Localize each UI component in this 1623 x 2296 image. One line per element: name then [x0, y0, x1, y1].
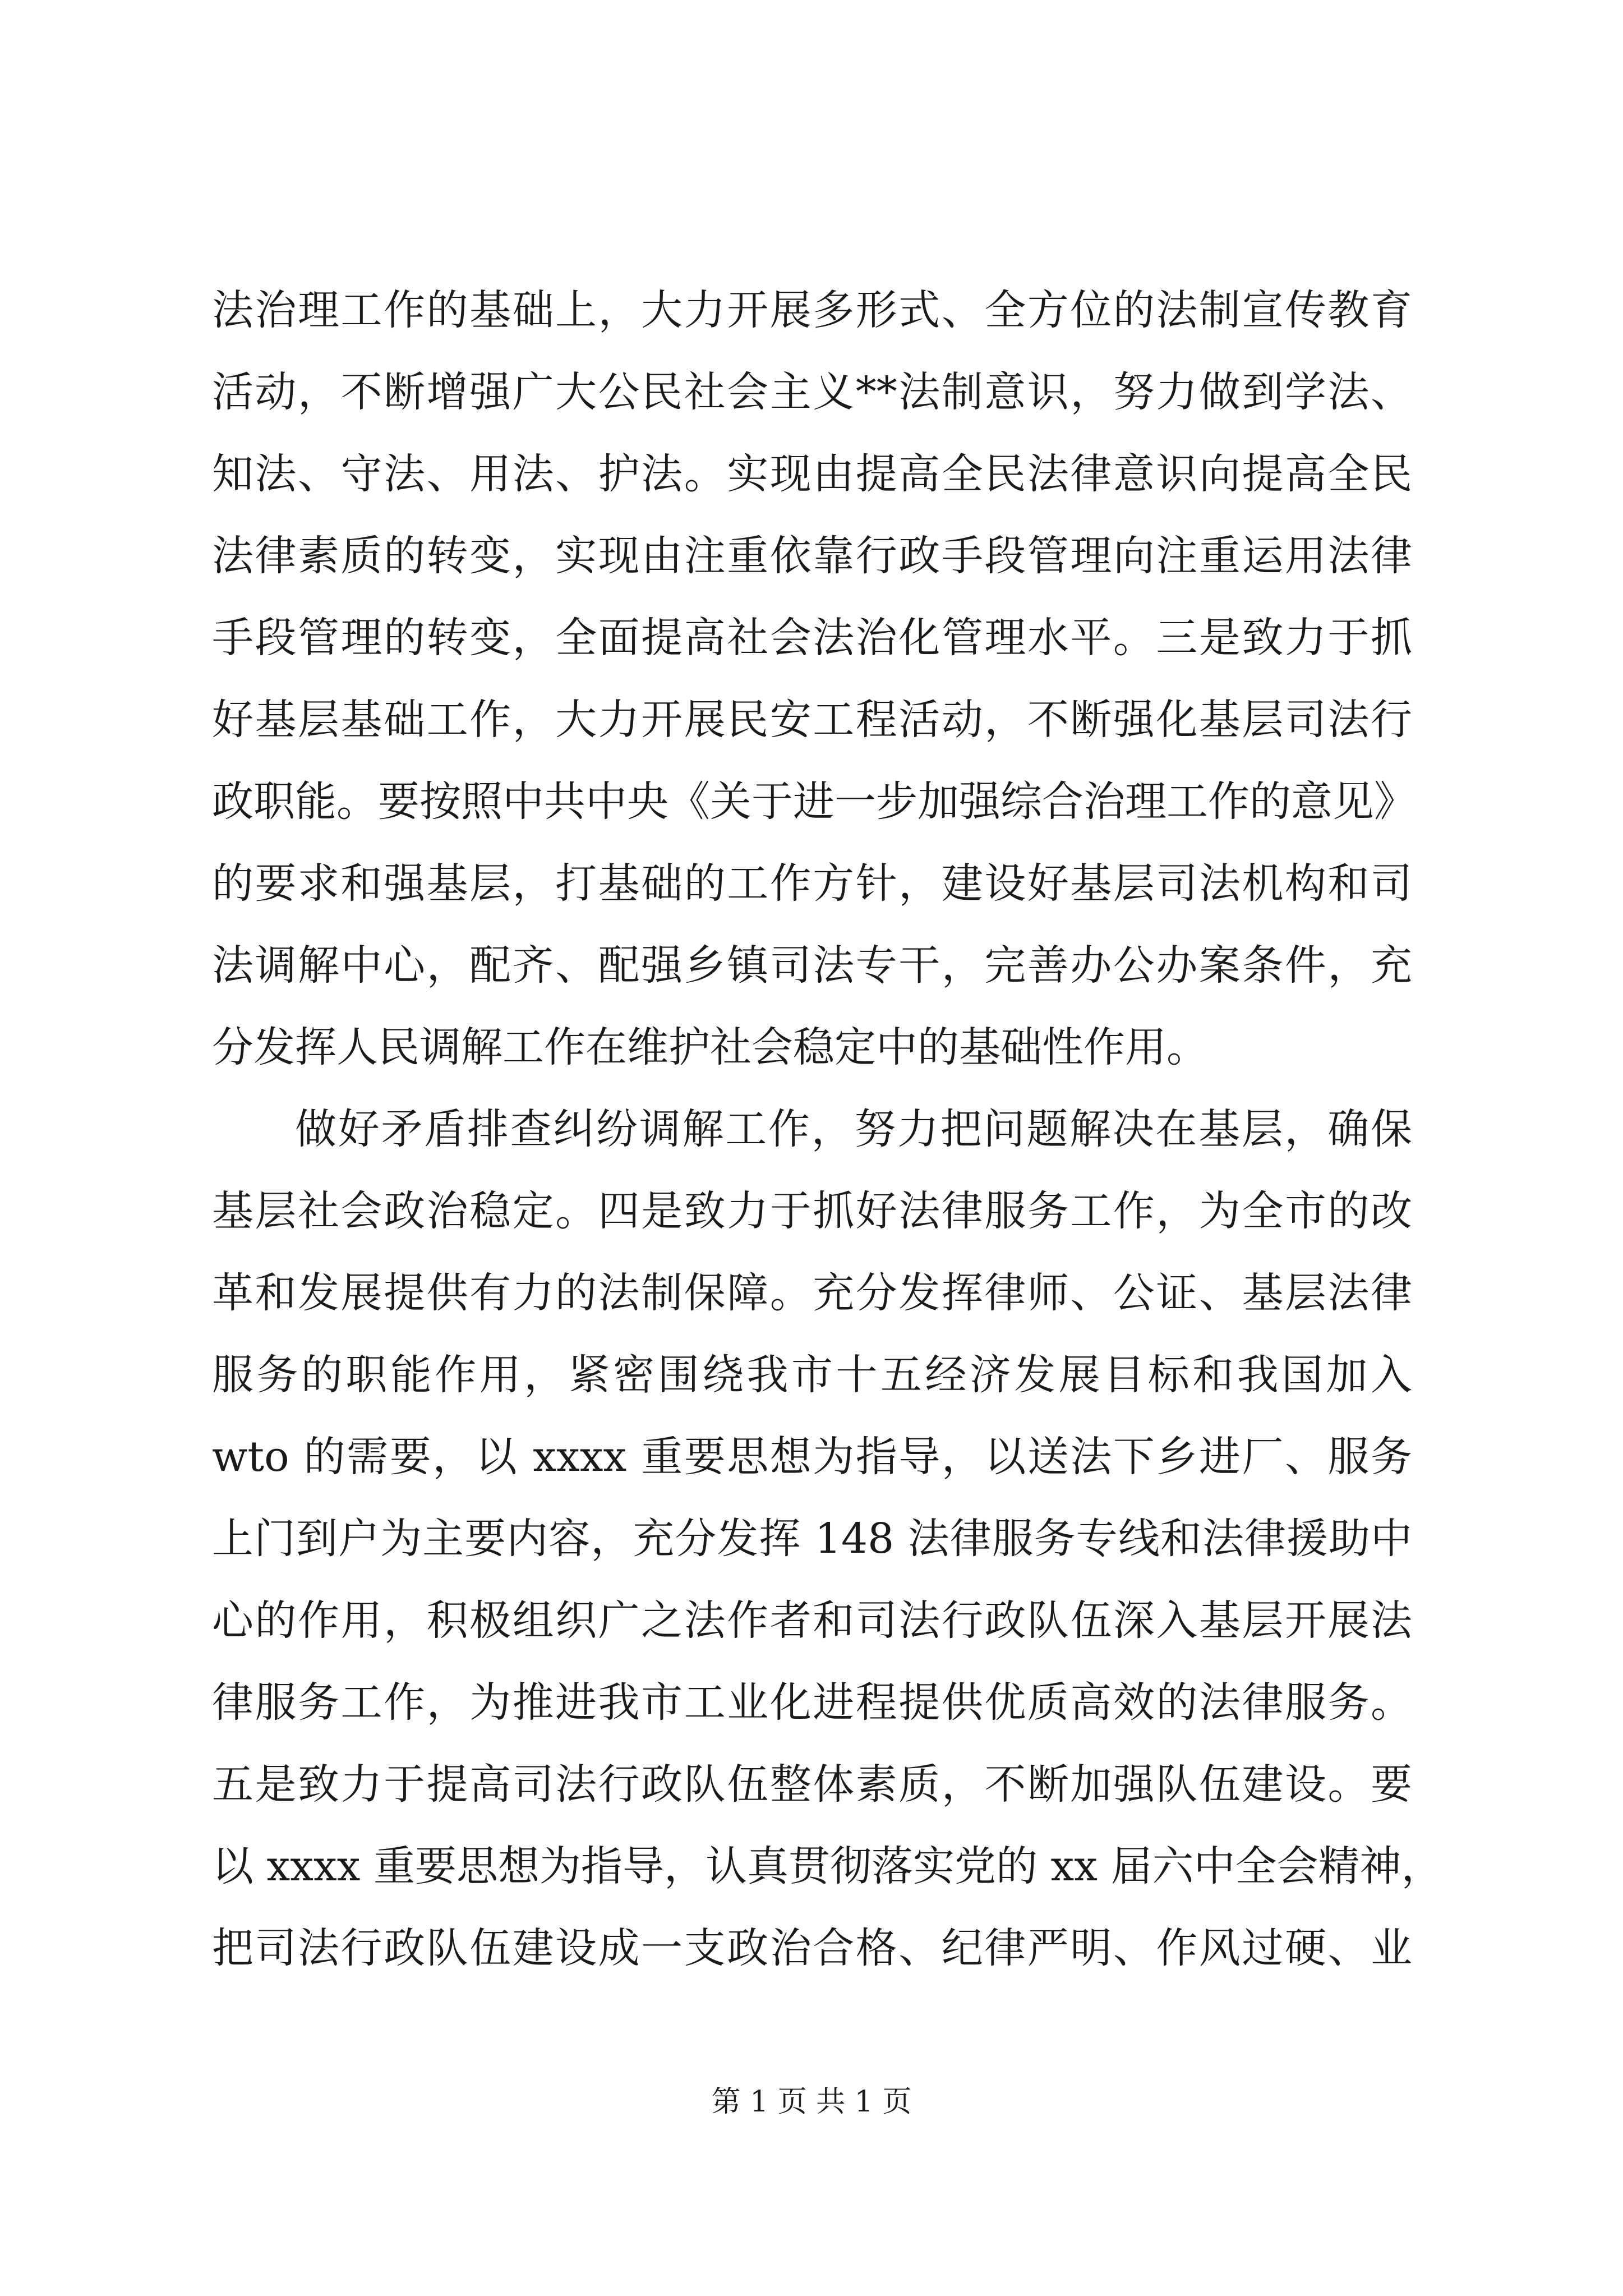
- text-line: 革和发展提供有力的法制保障。充分发挥律师、公证、基层法律: [212, 1269, 1412, 1317]
- text-line: 律服务工作，为推进我市工业化进程提供优质高效的法律服务。: [212, 1678, 1412, 1727]
- text-line: 以 xxxx 重要思想为指导，认真贯彻落实党的 xx 届六中全会精神，: [212, 1842, 1443, 1890]
- text-line: 分发挥人民调解工作在维护社会稳定中的基础性作用。: [212, 1023, 1208, 1071]
- paragraph-first-line: 做好矛盾排查纠纷调解工作，努力把问题解决在基层，确保: [295, 1105, 1412, 1153]
- text-line: 五是致力于提高司法行政队伍整体素质，不断加强队伍建设。要: [212, 1760, 1412, 1809]
- text-line: 服务的职能作用，紧密围绕我市十五经济发展目标和我国加入: [212, 1351, 1412, 1399]
- text-line: 法调解中心，配齐、配强乡镇司法专干，完善办公办案条件，充: [212, 941, 1412, 990]
- text-line: 上门到户为主要内容，充分发挥 148 法律服务专线和法律援助中: [212, 1515, 1412, 1563]
- text-line: 的要求和强基层，打基础的工作方针，建设好基层司法机构和司: [212, 859, 1412, 908]
- text-line: wto 的需要，以 xxxx 重要思想为指导，以送法下乡进厂、服务: [212, 1433, 1412, 1481]
- page-footer: 第 1 页 共 1 页: [711, 2085, 912, 2119]
- text-line: 心的作用，积极组织广之法作者和司法行政队伍深入基层开展法: [212, 1596, 1412, 1645]
- text-line: 活动，不断增强广大公民社会主义**法制意识，努力做到学法、: [212, 368, 1412, 416]
- text-line: 政职能。要按照中共中央《关于进一步加强综合治理工作的意见》: [212, 777, 1415, 826]
- text-line: 法律素质的转变，实现由注重依靠行政手段管理向注重运用法律: [212, 532, 1412, 580]
- text-line: 好基层基础工作，大力开展民安工程活动，不断强化基层司法行: [212, 696, 1412, 744]
- text-line: 基层社会政治稳定。四是致力于抓好法律服务工作，为全市的改: [212, 1187, 1412, 1235]
- text-line: 把司法行政队伍建设成一支政治合格、纪律严明、作风过硬、业: [212, 1924, 1412, 1972]
- body-text: [212, 269, 1443, 1989]
- text-line: 手段管理的转变，全面提高社会法治化管理水平。三是致力于抓: [212, 614, 1412, 662]
- text-line: 法治理工作的基础上，大力开展多形式、全方位的法制宣传教育: [212, 286, 1412, 334]
- text-line: 知法、守法、用法、护法。实现由提高全民法律意识向提高全民: [212, 450, 1412, 498]
